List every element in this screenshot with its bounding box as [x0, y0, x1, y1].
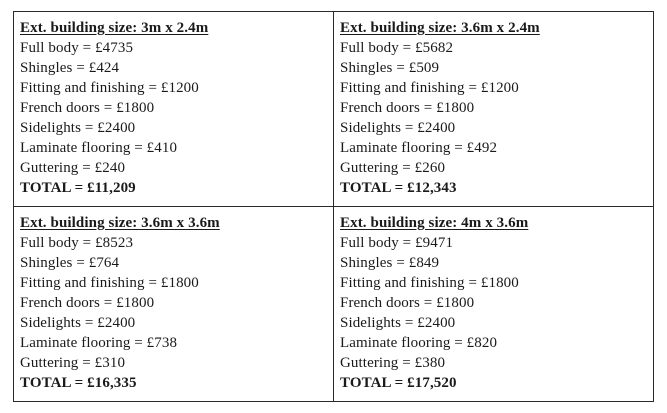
- line-item-sidelights: Sidelights = £2400: [20, 315, 136, 331]
- cell-heading: Ext. building size: 4m x 3.6m: [340, 215, 529, 231]
- line-item-shingles: Shingles = £509: [340, 60, 440, 76]
- line-item-guttering: Guttering = £240: [20, 160, 126, 176]
- line-item-french-doors: French doors = £1800: [20, 295, 155, 311]
- line-item-guttering: Guttering = £310: [20, 355, 126, 371]
- line-item-french-doors: French doors = £1800: [20, 100, 155, 116]
- line-item-fitting: Fitting and finishing = £1800: [340, 275, 519, 291]
- line-item-laminate: Laminate flooring = £820: [340, 335, 498, 351]
- line-item-fitting: Fitting and finishing = £1200: [340, 80, 519, 96]
- line-item-shingles: Shingles = £849: [340, 255, 440, 271]
- line-item-full-body: Full body = £8523: [20, 235, 134, 251]
- line-item-fitting: Fitting and finishing = £1800: [20, 275, 199, 291]
- line-item-laminate: Laminate flooring = £410: [20, 140, 178, 156]
- cell-total: TOTAL = £12,343: [340, 180, 457, 196]
- line-item-sidelights: Sidelights = £2400: [20, 120, 136, 136]
- line-item-full-body: Full body = £5682: [340, 40, 454, 56]
- line-item-guttering: Guttering = £260: [340, 160, 446, 176]
- cell-total: TOTAL = £11,209: [20, 180, 136, 196]
- price-cell-4m-x-3-6m: [334, 207, 654, 402]
- cell-heading: Ext. building size: 3.6m x 2.4m: [340, 20, 540, 36]
- line-item-french-doors: French doors = £1800: [340, 100, 475, 116]
- line-item-sidelights: Sidelights = £2400: [340, 120, 456, 136]
- cell-heading: Ext. building size: 3.6m x 3.6m: [20, 215, 220, 231]
- cell-total: TOTAL = £16,335: [20, 375, 137, 391]
- table-row: [14, 12, 654, 207]
- line-item-shingles: Shingles = £764: [20, 255, 120, 271]
- table-row: [14, 207, 654, 402]
- line-item-guttering: Guttering = £380: [340, 355, 446, 371]
- price-cell-3-6m-x-2-4m: [334, 12, 654, 207]
- line-item-laminate: Laminate flooring = £738: [20, 335, 178, 351]
- line-item-shingles: Shingles = £424: [20, 60, 120, 76]
- cell-heading: Ext. building size: 3m x 2.4m: [20, 20, 209, 36]
- price-cell-3-6m-x-3-6m: [14, 207, 334, 402]
- price-cell-3m-x-2-4m: [14, 12, 334, 207]
- line-item-laminate: Laminate flooring = £492: [340, 140, 498, 156]
- line-item-full-body: Full body = £4735: [20, 40, 134, 56]
- line-item-full-body: Full body = £9471: [340, 235, 454, 251]
- cell-total: TOTAL = £17,520: [340, 375, 457, 391]
- line-item-sidelights: Sidelights = £2400: [340, 315, 456, 331]
- line-item-french-doors: French doors = £1800: [340, 295, 475, 311]
- line-item-fitting: Fitting and finishing = £1200: [20, 80, 199, 96]
- price-table: [13, 11, 654, 402]
